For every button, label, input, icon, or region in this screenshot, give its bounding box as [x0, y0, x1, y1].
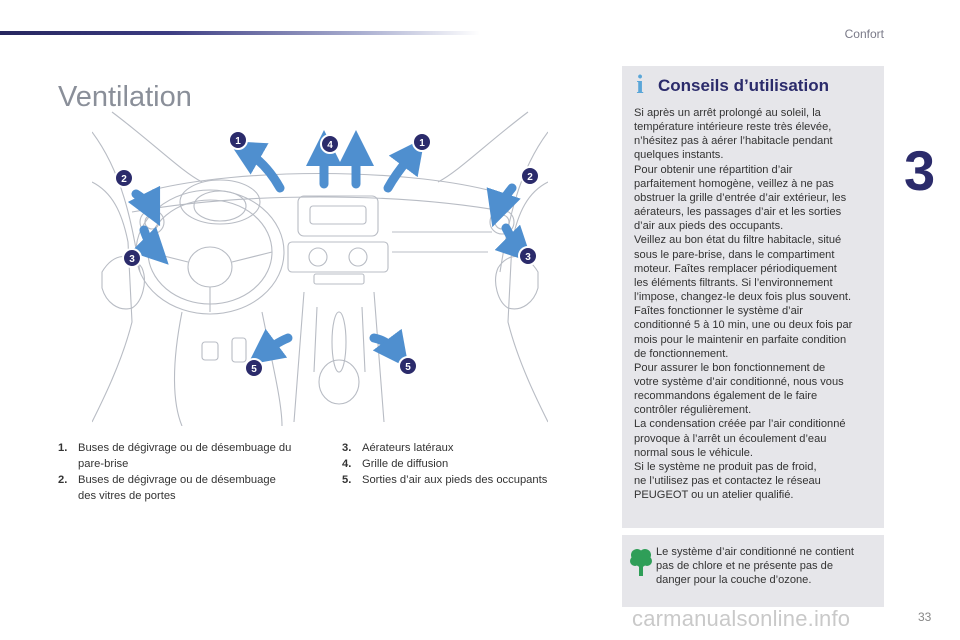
advice-line: aérateurs, les passages d’air et les sorties — [634, 206, 842, 219]
info-icon: i — [636, 70, 644, 99]
advice-line: La condensation créée par l’air conditionné — [634, 418, 846, 431]
svg-text:2: 2 — [121, 174, 127, 185]
legend-item — [58, 440, 328, 456]
page-number: 33 — [918, 610, 932, 624]
advice-line: l’impose, changez-le deux fois plus souvent. — [634, 291, 852, 304]
dashboard-illustration — [92, 102, 548, 426]
advice-line: n’hésitez pas à aérer l’habitacle pendant — [634, 135, 833, 148]
eco-line: danger pour la couche d’ozone. — [656, 574, 812, 586]
legend-text: Aérateurs latéraux — [362, 442, 454, 454]
callout-2-left — [115, 169, 133, 187]
advice-line: Si le système ne produit pas de froid, — [634, 460, 817, 473]
advice-line: Pour obtenir une répartition d’air — [634, 163, 793, 176]
svg-text:5: 5 — [251, 364, 257, 375]
legend-text: Buses de dégivrage ou de désembuage du — [78, 442, 292, 454]
advice-line: Si après un arrêt prolongé au soleil, la — [634, 107, 821, 119]
eco-line: Le système d’air conditionné ne contient — [656, 546, 854, 558]
callout-1-right — [413, 133, 431, 151]
legend-number: 1. — [58, 442, 68, 454]
callout-5-left — [245, 359, 263, 377]
svg-text:3: 3 — [129, 254, 135, 265]
advice-line: température intérieure reste très élevée, — [634, 121, 832, 134]
legend-number: 5. — [342, 474, 352, 486]
advice-line: provoque à l’arrêt un écoulement d’eau — [634, 432, 827, 445]
svg-text:2: 2 — [527, 172, 533, 183]
legend-number: 3. — [342, 442, 352, 454]
eco-line: pas de chlore et ne présente pas de — [656, 560, 834, 572]
header-rule — [0, 31, 480, 35]
page-title: Ventilation — [58, 81, 192, 114]
legend-item — [58, 472, 328, 488]
svg-text:1: 1 — [235, 136, 241, 147]
callout-2-right — [521, 167, 539, 185]
advice-line: obstruer la grille d’entrée d’air extérieur, les — [634, 191, 847, 204]
advice-line: Veillez au bon état du filtre habitacle, situé — [634, 234, 842, 247]
eco-note-text — [656, 545, 878, 587]
callout-3-left — [123, 249, 141, 267]
advice-line: conditionné 5 à 10 min, une ou deux fois par — [634, 319, 853, 332]
advice-line: ne l’utilisez pas et contactez le réseau — [634, 475, 821, 488]
legend-number: 2. — [58, 474, 68, 486]
advice-line: votre système d’air conditionné, nous vous — [634, 375, 844, 388]
advice-panel — [622, 66, 884, 528]
svg-text:1: 1 — [419, 138, 425, 149]
tree-icon — [630, 547, 652, 577]
legend-text-cont: des vitres de portes — [78, 490, 176, 502]
advice-panel-header — [622, 72, 829, 100]
advice-line: Faîtes fonctionner le système d’air — [634, 305, 803, 318]
advice-line: les éléments filtrants. Si l’environnement — [634, 276, 833, 289]
callout-5-right — [399, 357, 417, 375]
chapter-number: 3 — [904, 139, 936, 202]
svg-text:5: 5 — [405, 362, 411, 373]
section-title: Confort — [844, 27, 884, 41]
advice-line: normal sous le véhicule. — [634, 446, 754, 459]
legend-item — [342, 456, 592, 472]
advice-line: mois pour le maintenir en parfaite condition — [634, 333, 847, 346]
legend-number: 4. — [342, 458, 352, 470]
svg-text:3: 3 — [525, 252, 531, 263]
legend-item — [342, 472, 592, 488]
advice-line: recommandons également de le faire — [634, 390, 818, 403]
advice-line: sous le pare-brise, dans le compartiment — [634, 248, 835, 261]
advice-panel-title: Conseils d’utilisation — [658, 76, 829, 95]
callout-3-right — [519, 247, 537, 265]
airflow-arrows — [136, 148, 520, 354]
callout-1-left — [229, 131, 247, 149]
advice-line: de fonctionnement. — [634, 347, 729, 360]
advice-line: parfaitement homogène, veillez à ne pas — [634, 177, 834, 190]
legend-text: Buses de dégivrage ou de désembuage — [78, 474, 276, 486]
watermark: carmanualsonline.info — [632, 606, 851, 631]
advice-line: d’air aux pieds des occupants. — [634, 220, 784, 233]
advice-line: moteur. Faîtes remplacer périodiquement — [634, 262, 837, 275]
legend-column-2 — [342, 440, 592, 488]
advice-line: quelques instants. — [634, 149, 724, 162]
advice-panel-body — [634, 106, 880, 502]
legend-column-1 — [58, 440, 328, 504]
legend-item — [342, 440, 592, 456]
advice-line: Pour assurer le bon fonctionnement de — [634, 361, 826, 374]
svg-text:4: 4 — [327, 140, 333, 151]
eco-note — [622, 535, 884, 607]
legend-text: Sorties d’air aux pieds des occupants — [362, 474, 548, 486]
advice-line: contrôler régulièrement. — [634, 404, 752, 417]
legend-text: Grille de diffusion — [362, 458, 449, 470]
callout-4 — [321, 135, 339, 153]
legend-text-cont: pare-brise — [78, 458, 129, 470]
advice-line: PEUGEOT ou un atelier qualifié. — [634, 489, 794, 502]
